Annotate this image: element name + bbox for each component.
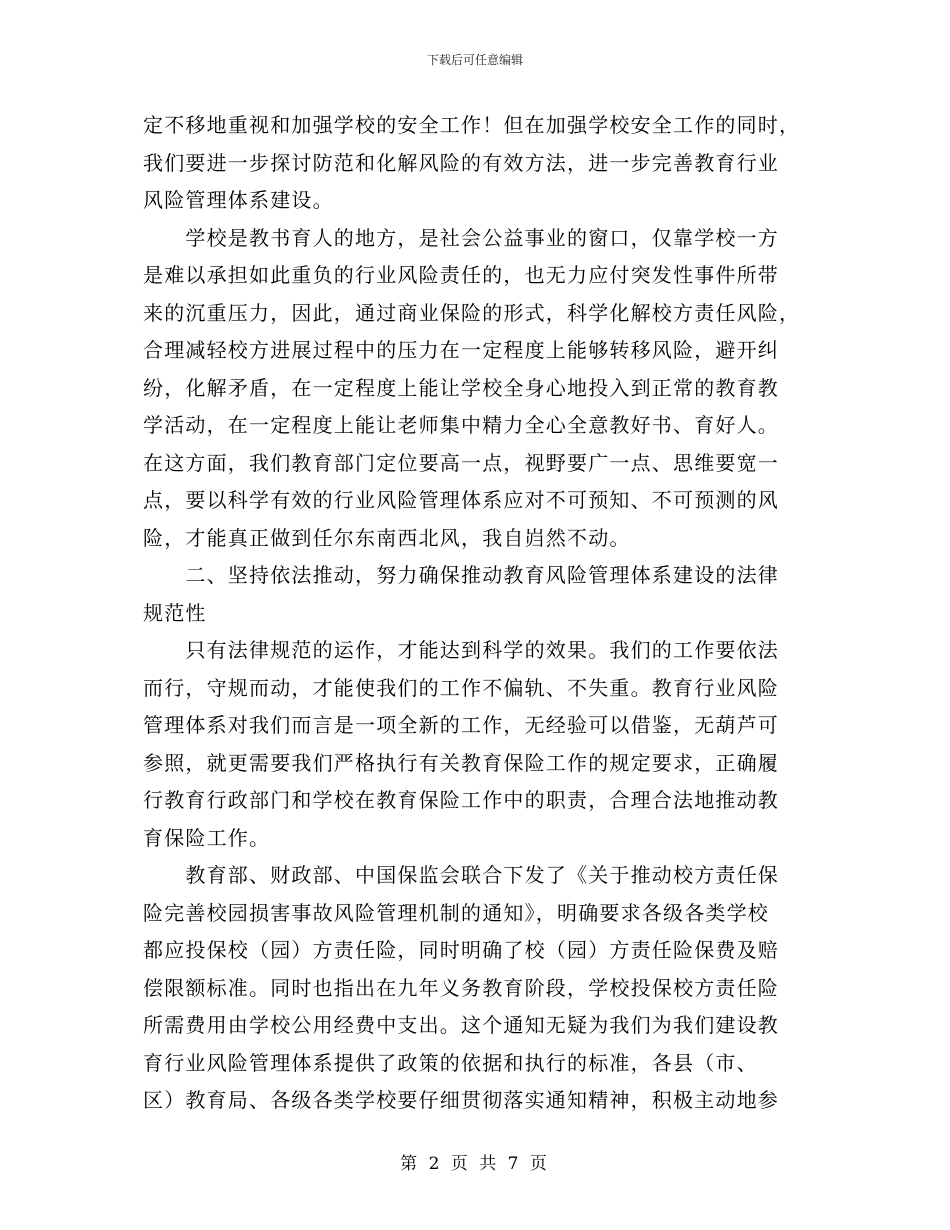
text-line: 险完善校园损害事故风险管理机制的通知》，明确要求各级各类学校 <box>143 900 769 925</box>
text-line: 定不移地重视和加强学校的安全工作！但在加强学校安全工作的同时， <box>143 113 801 137</box>
text-line: 风险管理体系建设。 <box>143 188 334 212</box>
text-line: 只有法律规范的运作，才能达到科学的效果。我们的工作要依法 <box>143 638 779 662</box>
text-line: 育保险工作。 <box>143 825 271 850</box>
text-line: 行教育行政部门和学校在教育保险工作中的职责，合理合法地推动教 <box>143 788 779 812</box>
text-line: 合理减轻校方进展过程中的压力在一定程度上能够转移风险，避开纠 <box>143 338 779 362</box>
section-heading-line: 规范性 <box>143 600 207 625</box>
text-line: 教育部、财政部、中国保监会联合下发了《关于推动校方责任保 <box>143 863 779 887</box>
text-line: 育行业风险管理体系提供了政策的依据和执行的标准，各县（市、 <box>143 1050 758 1075</box>
text-line: 纷，化解矛盾，在一定程度上能让学校全身心地投入到正常的教育教 <box>143 375 779 400</box>
text-line: 我们要进一步探讨防范和化解风险的有效方法，进一步完善教育行业 <box>143 150 779 175</box>
text-line: 管理体系对我们而言是一项全新的工作，无经验可以借鉴，无葫芦可 <box>143 713 779 737</box>
text-line: 区）教育局、各级各类学校要仔细贯彻落实通知精神，积极主动地参 <box>143 1088 779 1112</box>
page-header: 下载后可任意编辑 <box>426 53 523 67</box>
page-number-footer: 第 2 页 共 7 页 <box>400 1154 550 1174</box>
section-heading-line: 二、坚持依法推动，努力确保推动教育风险管理体系建设的法律 <box>143 563 779 587</box>
text-line: 所需费用由学校公用经费中支出。这个通知无疑为我们为我们建设教 <box>143 1013 779 1037</box>
text-line: 点，要以科学有效的行业风险管理体系应对不可预知、不可预测的风 <box>143 488 779 512</box>
text-line: 险，才能真正做到任尔东南西北风，我自岿然不动。 <box>143 525 631 550</box>
text-line: 参照，就更需要我们严格执行有关教育保险工作的规定要求，正确履 <box>143 750 779 775</box>
text-line: 学校是教书育人的地方，是社会公益事业的窗口，仅靠学校一方 <box>143 225 779 250</box>
document-body <box>143 107 805 1120</box>
text-line: 而行，守规而动，才能使我们的工作不偏轨、不失重。教育行业风险 <box>143 675 779 700</box>
text-line: 是难以承担如此重负的行业风险责任的，也无力应付突发性事件所带 <box>143 263 779 287</box>
text-line: 来的沉重压力，因此，通过商业保险的形式，科学化解校方责任风险， <box>143 300 801 325</box>
text-line: 都应投保校（园）方责任险，同时明确了校（园）方责任险保费及赔 <box>143 938 779 962</box>
text-line: 学活动，在一定程度上能让老师集中精力全心全意教好书、育好人。 <box>143 413 779 437</box>
text-line: 在这方面，我们教育部门定位要高一点，视野要广一点、思维要宽一 <box>143 450 779 475</box>
text-line: 偿限额标准。同时也指出在九年义务教育阶段，学校投保校方责任险 <box>143 975 779 1000</box>
